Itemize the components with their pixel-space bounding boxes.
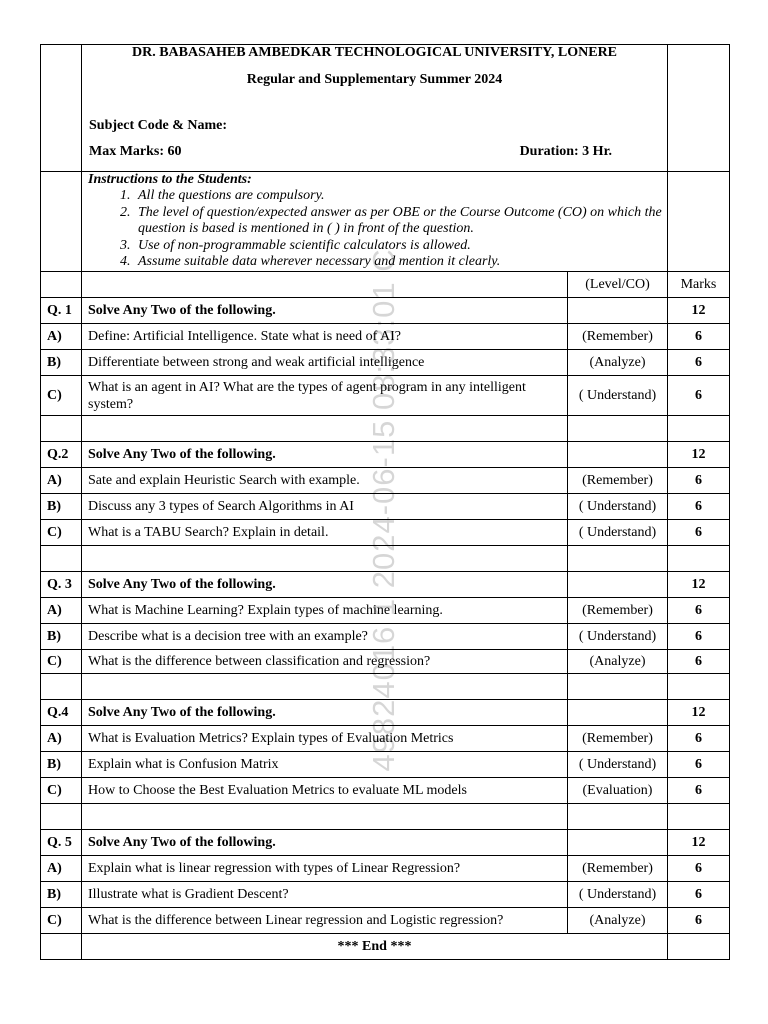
sub-question-row [41,778,730,804]
sub-question-level: ( Understand) [568,882,668,908]
spacer-row [41,546,730,572]
duration: Duration: 3 Hr. [519,144,612,159]
sub-question-level: ( Understand) [568,376,668,416]
sub-question-row [41,468,730,494]
sub-question-row [41,494,730,520]
sub-question-row [41,650,730,674]
sub-question-text: What is an agent in AI? What are the types of agent program in any intelligent system? [82,376,568,416]
spacer-cell [668,804,730,830]
marks-duration-row [89,144,667,160]
subject-code-label: Subject Code & Name: [89,118,228,133]
sub-question-marks: 6 [668,650,730,674]
header-row [41,45,730,172]
sub-question-label: B) [41,350,82,376]
spacer-cell [668,546,730,572]
spacer-cell [41,804,82,830]
spacer-row [41,804,730,830]
sub-question-marks: 6 [668,598,730,624]
university-name: DR. BABASAHEB AMBEDKAR TECHNOLOGICAL UNIVERSITY, LONERE [131,45,618,60]
question-level-cell [568,298,668,324]
sub-question-level: (Remember) [568,324,668,350]
question-number: Q. 5 [41,830,82,856]
sub-question-marks: 6 [668,856,730,882]
spacer-cell [568,804,668,830]
instruction-item: 1. All the questions are compulsory. [134,188,667,205]
sub-question-row [41,324,730,350]
sub-question-level: ( Understand) [568,494,668,520]
sub-question-label: C) [41,908,82,934]
instructions-row [41,172,730,272]
instructions-cell [82,172,668,272]
sub-question-text: Explain what is linear regression with types of Linear Regression? [82,856,568,882]
sub-question-label: C) [41,650,82,674]
end-right-cell [668,934,730,960]
sub-question-label: C) [41,520,82,546]
sub-question-label: A) [41,598,82,624]
question-level-cell [568,830,668,856]
sub-question-label: B) [41,624,82,650]
sub-question-row [41,726,730,752]
sub-question-marks: 6 [668,624,730,650]
sub-question-row [41,350,730,376]
end-marker: *** End *** [82,934,668,960]
exam-session: Regular and Supplementary Summer 2024 [246,72,503,87]
sub-question-marks: 6 [668,324,730,350]
spacer-cell [82,416,568,442]
spacer-row [41,674,730,700]
sub-question-level: (Remember) [568,598,668,624]
question-row [41,572,730,598]
sub-question-text: What is a TABU Search? Explain in detail. [82,520,568,546]
spacer-cell [82,674,568,700]
sub-question-label: A) [41,856,82,882]
marks-header: Marks [668,272,730,298]
sub-question-row [41,752,730,778]
sub-question-text: Define: Artificial Intelligence. State what is need of AI? [82,324,568,350]
sub-question-text: Explain what is Confusion Matrix [82,752,568,778]
question-marks: 12 [668,572,730,598]
question-marks: 12 [668,830,730,856]
sub-question-row [41,908,730,934]
sub-question-marks: 6 [668,520,730,546]
sub-question-label: C) [41,778,82,804]
sub-question-level: (Analyze) [568,650,668,674]
spacer-cell [41,416,82,442]
question-title: Solve Any Two of the following. [82,572,568,598]
sub-question-text: What is Machine Learning? Explain types of machine learning. [82,598,568,624]
sub-question-text: Differentiate between strong and weak artificial intelligence [82,350,568,376]
sub-question-marks: 6 [668,468,730,494]
question-title: Solve Any Two of the following. [82,442,568,468]
instructions-list [88,188,667,271]
question-paper-table [40,44,730,960]
sub-question-text: Discuss any 3 types of Search Algorithms in AI [82,494,568,520]
end-row [41,934,730,960]
spacer-cell [668,416,730,442]
sub-question-level: ( Understand) [568,624,668,650]
sub-question-text: What is the difference between classification and regression? [82,650,568,674]
instructions-title: Instructions to the Students: [88,172,252,187]
sub-question-level: (Analyze) [568,350,668,376]
sub-question-marks: 6 [668,494,730,520]
spacer-row [41,416,730,442]
sub-question-label: C) [41,376,82,416]
spacer-cell [668,674,730,700]
sub-question-label: A) [41,468,82,494]
header-left-cell [41,45,82,172]
sub-question-row [41,376,730,416]
sub-question-text: What is Evaluation Metrics? Explain types of Evaluation Metrics [82,726,568,752]
sub-question-level: (Analyze) [568,908,668,934]
sub-question-label: A) [41,726,82,752]
sub-question-text: What is the difference between Linear regression and Logistic regression? [82,908,568,934]
question-marks: 12 [668,442,730,468]
sub-question-row [41,882,730,908]
sub-question-label: B) [41,494,82,520]
sub-question-label: B) [41,882,82,908]
spacer-cell [41,674,82,700]
sub-question-marks: 6 [668,882,730,908]
sub-question-marks: 6 [668,752,730,778]
question-level-cell [568,442,668,468]
sub-question-text: Describe what is a decision tree with an example? [82,624,568,650]
sub-question-text: Illustrate what is Gradient Descent? [82,882,568,908]
instruction-item: 3. Use of non-programmable scientific calculators is allowed. [134,238,667,255]
spacer-cell [568,416,668,442]
spacer-cell [41,546,82,572]
instruction-item: 2. The level of question/expected answer as per OBE or the Course Outcome (CO) on which the question is based is mentioned in ( ) in front of the question. [134,205,667,238]
question-title: Solve Any Two of the following. [82,298,568,324]
max-marks: Max Marks: 60 [89,144,182,159]
sub-question-label: B) [41,752,82,778]
sub-question-level: (Remember) [568,468,668,494]
sub-question-level: (Remember) [568,856,668,882]
question-number: Q. 3 [41,572,82,598]
spacer-cell [82,804,568,830]
sub-question-level: ( Understand) [568,520,668,546]
sub-question-row [41,624,730,650]
header-cell [82,45,668,172]
sub-question-marks: 6 [668,376,730,416]
question-row [41,442,730,468]
question-level-cell [568,572,668,598]
sub-question-row [41,598,730,624]
question-row [41,298,730,324]
spacer-cell [82,546,568,572]
sub-question-marks: 6 [668,350,730,376]
instruction-item: 4. Assume suitable data wherever necessary and mention it clearly. [134,254,667,271]
watermark: 49824016 1 2024-06-15 08:33:01 C [366,248,401,772]
question-number: Q.4 [41,700,82,726]
question-row [41,700,730,726]
question-row [41,830,730,856]
sub-question-row [41,856,730,882]
question-title: Solve Any Two of the following. [82,830,568,856]
sub-question-marks: 6 [668,726,730,752]
sub-question-row [41,520,730,546]
question-number: Q. 1 [41,298,82,324]
sub-question-marks: 6 [668,778,730,804]
level-co-header: (Level/CO) [568,272,668,298]
sub-question-text: How to Choose the Best Evaluation Metrics to evaluate ML models [82,778,568,804]
question-number: Q.2 [41,442,82,468]
spacer-cell [568,546,668,572]
sub-question-level: (Evaluation) [568,778,668,804]
question-level-cell [568,700,668,726]
sub-question-text: Sate and explain Heuristic Search with example. [82,468,568,494]
spacer-cell [568,674,668,700]
question-title: Solve Any Two of the following. [82,700,568,726]
question-marks: 12 [668,298,730,324]
sub-question-marks: 6 [668,908,730,934]
sub-question-label: A) [41,324,82,350]
sub-question-level: (Remember) [568,726,668,752]
column-header-row [41,272,730,298]
sub-question-level: ( Understand) [568,752,668,778]
end-left-cell [41,934,82,960]
question-marks: 12 [668,700,730,726]
header-right-cell [668,45,730,172]
